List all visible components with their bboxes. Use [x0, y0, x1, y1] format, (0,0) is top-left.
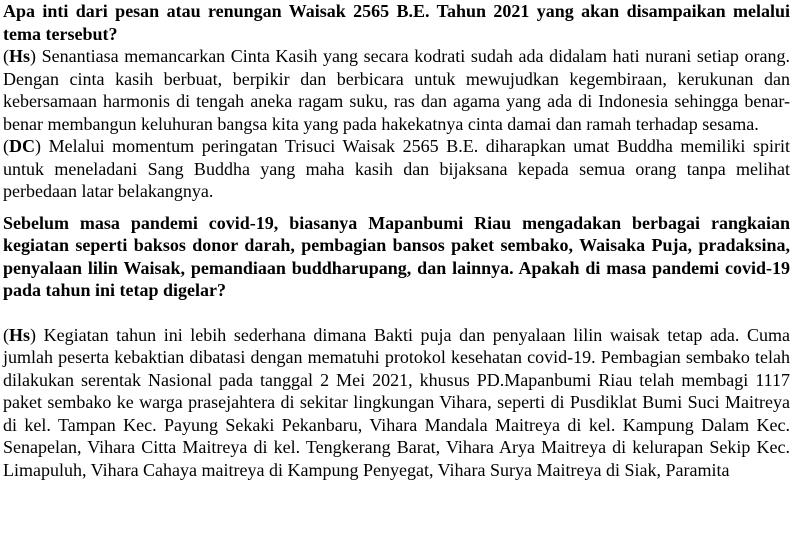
document-page [3, 0, 790, 481]
answer-1-hs: (Hs) Senantiasa memancarkan Cinta Kasih yang secara kodrati sudah ada didalam hati nurani setiap orang. Dengan cinta kasih berbuat, berpikir dan berbicara untuk mewujudkan kegembiraan, kerukunan dan kebersamaan harmonis di tengah aneka ragam suku, ras dan agama yang ada di Indonesia sehingga benar-benar membangun keluhuran bangsa kita yang pada hakekatnya cinta damai dan ramah terhadap sesama. [3, 46, 790, 134]
question-1: Apa inti dari pesan atau renungan Waisak 2565 B.E. Tahun 2021 yang akan disampaikan melalui tema tersebut? [3, 1, 790, 44]
answer-1-hs-text: Senantiasa memancarkan Cinta Kasih yang secara kodrati sudah ada didalam hati nurani setiap orang. Dengan cinta kasih berbuat, berpikir dan berbicara untuk mewujudkan kegembiraan, kerukunan dan kebersamaan harmonis di tengah aneka ragam suku, ras dan agama yang ada di Indonesia sehingga benar-benar membangun keluhuran bangsa kita yang pada hakekatnya cinta damai dan ramah terhadap sesama. [3, 46, 790, 134]
answer-1-dc-text: Melalui momentum peringatan Trisuci Waisak 2565 B.E. diharapkan umat Buddha memiliki spirit untuk meneladani Sang Buddha yang maha kasih dan bijaksana kepada semua orang tanpa melihat perbedaan latar belakangnya. [3, 136, 791, 201]
answer-2-hs-text: Kegiatan tahun ini lebih sederhana dimana Bakti puja dan penyalaan lilin waisak tetap ada. Cuma jumlah peserta kebaktian dibatasi dengan mematuhi protokol kesehatan covid-19. Pembagian sembako telah dilakukan serentak Nasional pada tanggal 2 Mei 2021, khusus PD.Mapanbumi Riau telah membagi 1117 paket sembako ke warga prasejahtera di sekitar lingkungan Vihara, seperti di Pusdiklat Bumi Suci Maitreya di kel. Tampan Kec. Payung Sekaki Pekanbaru, Vihara Mandala Maitreya di kel. Kampung Dalam Kec. Senapelan, Vihara Citta Maitreya di kel. Tengkerang Barat, Vihara Arya Maitreya di kelurapan Sekip Kec. Limapuluh, Vihara Cahaya maitreya di Kampung Penyegat, Vihara Surya Maitreya di Siak, Paramita [3, 324, 790, 480]
speaker-label-hs-2: Hs [9, 324, 31, 345]
answer-2-hs: (Hs) Kegiatan tahun ini lebih sederhana dimana Bakti puja dan penyalaan lilin waisak tetap ada. Cuma jumlah peserta kebaktian dibatasi dengan mematuhi protokol kesehatan covid-19. Pembagian sembako telah dilakukan serentak Nasional pada tanggal 2 Mei 2021, khusus PD.Mapanbumi Riau telah membagi 1117 paket sembako ke warga prasejahtera di sekitar lingkungan Vihara, seperti di Pusdiklat Bumi Suci Maitreya di kel. Tampan Kec. Payung Sekaki Pekanbaru, Vihara Mandala Maitreya di kel. Kampung Dalam Kec. Senapelan, Vihara Citta Maitreya di kel. Tengkerang Barat, Vihara Arya Maitreya di kelurapan Sekip Kec. Limapuluh, Vihara Cahaya maitreya di Kampung Penyegat, Vihara Surya Maitreya di Siak, Paramita [3, 324, 790, 480]
speaker-label-dc: DC [9, 136, 35, 156]
speaker-label-hs: Hs [9, 46, 31, 66]
question-2: Sebelum masa pandemi covid-19, biasanya Mapanbumi Riau mengadakan berbagai rangkaian kegiatan seperti baksos donor darah, pembagian bansos paket sembako, Waisaka Puja, pradaksina, penyalaan lilin Waisak, pemandiaan buddharupang, dan lainnya. Apakah di masa pandemi covid-19 pada tahun ini tetap digelar? [3, 212, 790, 300]
answer-1-dc: (DC) Melalui momentum peringatan Trisuci Waisak 2565 B.E. diharapkan umat Buddha memiliki spirit untuk meneladani Sang Buddha yang maha kasih dan bijaksana kepada semua orang tanpa melihat perbedaan latar belakangnya. [3, 136, 791, 201]
